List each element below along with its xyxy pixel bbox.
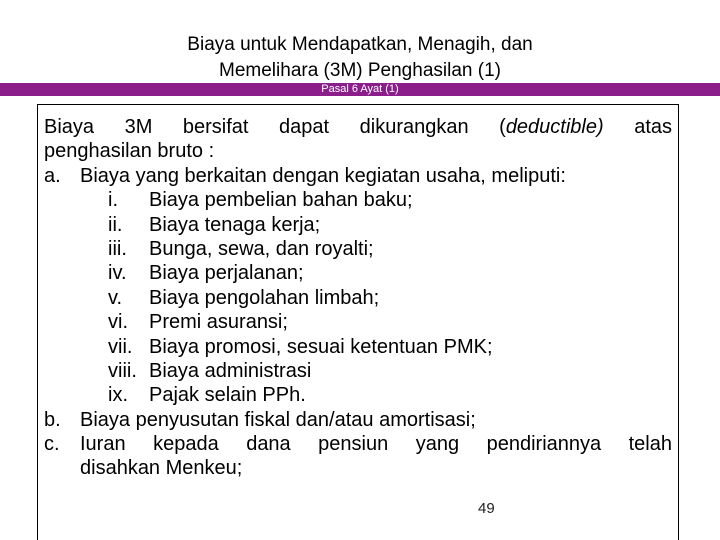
page-number: 49 [478, 500, 495, 517]
sub-item-label: vii. [108, 335, 133, 358]
sub-item-label: ix. [108, 384, 128, 407]
slide-title [0, 32, 720, 84]
title-line-1: Biaya untuk Mendapatkan, Menagih, dan [187, 34, 533, 55]
sub-item [44, 310, 672, 334]
list-label: b. [44, 408, 61, 431]
sub-item-text: Biaya tenaga kerja; [149, 213, 321, 236]
list-item-c-continuation: disahkan Menkeu; [80, 457, 243, 480]
list-item-c [44, 432, 672, 456]
list-item-text: Biaya penyusutan fiskal dan/atau amortisasi; [80, 408, 476, 431]
list-item-a [44, 164, 672, 188]
list-label: a. [44, 164, 61, 187]
title-line-2: Memelihara (3M) Penghasilan (1) [219, 60, 501, 81]
content-body [44, 115, 672, 481]
list-label: c. [44, 433, 60, 456]
subtitle: Pasal 6 Ayat (1) [321, 83, 399, 95]
intro-line-2: penghasilan bruto : [44, 140, 215, 163]
sub-item [44, 335, 672, 359]
sub-item [44, 213, 672, 237]
sub-item [44, 383, 672, 407]
sub-item-label: v. [108, 286, 123, 309]
sub-item-text: Bunga, sewa, dan royalti; [149, 237, 374, 260]
sub-item-label: ii. [108, 213, 123, 236]
list-item-text: Iuran kepada dana pensiun yang pendiriannya telah [80, 433, 672, 456]
sub-item-label: viii. [108, 359, 137, 382]
list-item-text: Biaya yang berkaitan dengan kegiatan usaha, meliputi: [80, 164, 566, 187]
sub-item-label: iv. [108, 262, 127, 285]
sub-item [44, 261, 672, 285]
intro-italic: deductible) [505, 116, 604, 138]
sub-item [44, 188, 672, 212]
sub-item-text: Biaya pengolahan limbah; [149, 286, 380, 309]
sub-item-text: Biaya administrasi [149, 359, 312, 382]
sub-item-label: i. [108, 189, 118, 212]
intro-line-1 [44, 115, 672, 139]
sub-item-text: Biaya perjalanan; [149, 262, 304, 285]
sub-item-text: Biaya promosi, sesuai ketentuan PMK; [149, 335, 493, 358]
content-box [37, 104, 679, 540]
sub-item [44, 237, 672, 261]
list-item-b [44, 408, 672, 432]
intro-text-2: atas [603, 116, 673, 138]
sub-item-text: Pajak selain PPh. [149, 384, 306, 407]
sub-item [44, 286, 672, 310]
sub-item-text: Biaya pembelian bahan baku; [149, 189, 413, 212]
sub-item-text: Premi asuransi; [149, 311, 288, 334]
sub-item-label: iii. [108, 237, 127, 260]
sub-item [44, 359, 672, 383]
sub-item-label: vi. [108, 311, 128, 334]
intro-text-1: Biaya 3M bersifat dapat dikurangkan ( [44, 116, 506, 138]
